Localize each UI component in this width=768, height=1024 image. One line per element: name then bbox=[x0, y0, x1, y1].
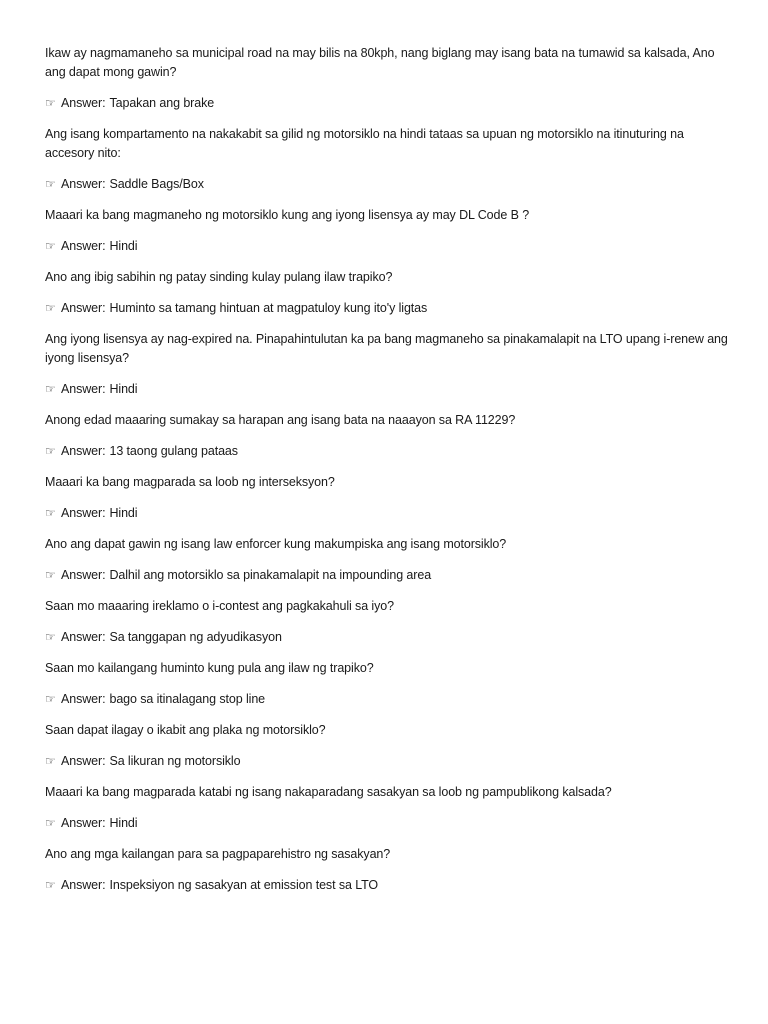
qa-item bbox=[45, 44, 735, 113]
question-text: Maaari ka bang magmaneho ng motorsiklo kung ang iyong lisensya ay may DL Code B ? bbox=[45, 208, 530, 222]
answer-prefix: Answer: bbox=[61, 301, 106, 315]
answer-line bbox=[45, 876, 735, 895]
question-text: Maaari ka bang magparada sa loob ng interseksyon? bbox=[45, 475, 335, 489]
pointing-hand-icon: ☞ bbox=[45, 301, 56, 315]
answer-line bbox=[45, 690, 735, 709]
answer-line bbox=[45, 504, 735, 523]
question-text: Saan mo maaaring ireklamo o i-contest ang pagkakahuli sa iyo? bbox=[45, 599, 394, 613]
question-text: Ano ang ibig sabihin ng patay sinding kulay pulang ilaw trapiko? bbox=[45, 270, 393, 284]
answer-prefix: Answer: bbox=[61, 444, 106, 458]
answer-prefix: Answer: bbox=[61, 96, 106, 110]
qa-item bbox=[45, 659, 735, 709]
answer-text: Hindi bbox=[109, 506, 138, 520]
answer-prefix: Answer: bbox=[61, 506, 106, 520]
answer-text: Huminto sa tamang hintuan at magpatuloy kung ito'y ligtas bbox=[109, 301, 428, 315]
question-text: Saan dapat ilagay o ikabit ang plaka ng motorsiklo? bbox=[45, 723, 326, 737]
qa-item bbox=[45, 125, 735, 194]
pointing-hand-icon: ☞ bbox=[45, 568, 56, 582]
answer-text: Hindi bbox=[109, 239, 138, 253]
pointing-hand-icon: ☞ bbox=[45, 506, 56, 520]
document-page bbox=[45, 44, 735, 907]
answer-prefix: Answer: bbox=[61, 754, 106, 768]
question-text: Ano ang dapat gawin ng isang law enforcer kung makumpiska ang isang motorsiklo? bbox=[45, 537, 507, 551]
answer-line bbox=[45, 628, 735, 647]
answer-line bbox=[45, 814, 735, 833]
qa-item bbox=[45, 411, 735, 461]
question-text: Ang isang kompartamento na nakakabit sa gilid ng motorsiklo na hindi tataas sa upuan ng motorsiklo na itinuturing na accesory nito: bbox=[45, 127, 684, 160]
qa-item bbox=[45, 597, 735, 647]
answer-line bbox=[45, 380, 735, 399]
answer-text: Inspeksiyon ng sasakyan at emission test sa LTO bbox=[109, 878, 379, 892]
answer-text: Sa tanggapan ng adyudikasyon bbox=[109, 630, 282, 644]
question-text: Maaari ka bang magparada katabi ng isang nakaparadang sasakyan sa loob ng pampublikong kalsada? bbox=[45, 785, 612, 799]
answer-text: bago sa itinalagang stop line bbox=[109, 692, 266, 706]
pointing-hand-icon: ☞ bbox=[45, 630, 56, 644]
answer-prefix: Answer: bbox=[61, 239, 106, 253]
answer-line bbox=[45, 752, 735, 771]
question-text: Ang iyong lisensya ay nag-expired na. Pinapahintulutan ka pa bang magmaneho sa pinakamalapit na LTO upang i-renew ang iyong lisensya? bbox=[45, 332, 728, 365]
question-text: Ano ang mga kailangan para sa pagpaparehistro ng sasakyan? bbox=[45, 847, 391, 861]
pointing-hand-icon: ☞ bbox=[45, 239, 56, 253]
qa-item bbox=[45, 268, 735, 318]
qa-item bbox=[45, 845, 735, 895]
qa-item bbox=[45, 206, 735, 256]
answer-text: Tapakan ang brake bbox=[109, 96, 215, 110]
answer-prefix: Answer: bbox=[61, 630, 106, 644]
answer-line bbox=[45, 442, 735, 461]
answer-prefix: Answer: bbox=[61, 177, 106, 191]
answer-line bbox=[45, 237, 735, 256]
qa-item bbox=[45, 721, 735, 771]
answer-line bbox=[45, 299, 735, 318]
answer-text: Hindi bbox=[109, 816, 138, 830]
pointing-hand-icon: ☞ bbox=[45, 382, 56, 396]
pointing-hand-icon: ☞ bbox=[45, 444, 56, 458]
pointing-hand-icon: ☞ bbox=[45, 692, 56, 706]
pointing-hand-icon: ☞ bbox=[45, 754, 56, 768]
qa-item bbox=[45, 535, 735, 585]
pointing-hand-icon: ☞ bbox=[45, 878, 56, 892]
answer-prefix: Answer: bbox=[61, 382, 106, 396]
answer-prefix: Answer: bbox=[61, 568, 106, 582]
answer-prefix: Answer: bbox=[61, 816, 106, 830]
answer-text: Saddle Bags/Box bbox=[109, 177, 204, 191]
pointing-hand-icon: ☞ bbox=[45, 96, 56, 110]
pointing-hand-icon: ☞ bbox=[45, 816, 56, 830]
pointing-hand-icon: ☞ bbox=[45, 177, 56, 191]
answer-text: Hindi bbox=[109, 382, 138, 396]
question-text: Saan mo kailangang huminto kung pula ang ilaw ng trapiko? bbox=[45, 661, 374, 675]
qa-list bbox=[45, 44, 735, 895]
question-text: Anong edad maaaring sumakay sa harapan ang isang bata na naaayon sa RA 11229? bbox=[45, 413, 516, 427]
qa-item bbox=[45, 473, 735, 523]
qa-item bbox=[45, 783, 735, 833]
answer-prefix: Answer: bbox=[61, 692, 106, 706]
question-text: Ikaw ay nagmamaneho sa municipal road na may bilis na 80kph, nang biglang may isang bata na tumawid sa kalsada, Ano ang dapat mong gawin? bbox=[45, 46, 715, 79]
qa-item bbox=[45, 330, 735, 399]
answer-line bbox=[45, 175, 735, 194]
answer-prefix: Answer: bbox=[61, 878, 106, 892]
answer-line bbox=[45, 94, 735, 113]
answer-text: Sa likuran ng motorsiklo bbox=[109, 754, 241, 768]
answer-line bbox=[45, 566, 735, 585]
answer-text: Dalhil ang motorsiklo sa pinakamalapit na impounding area bbox=[109, 568, 432, 582]
answer-text: 13 taong gulang pataas bbox=[109, 444, 238, 458]
